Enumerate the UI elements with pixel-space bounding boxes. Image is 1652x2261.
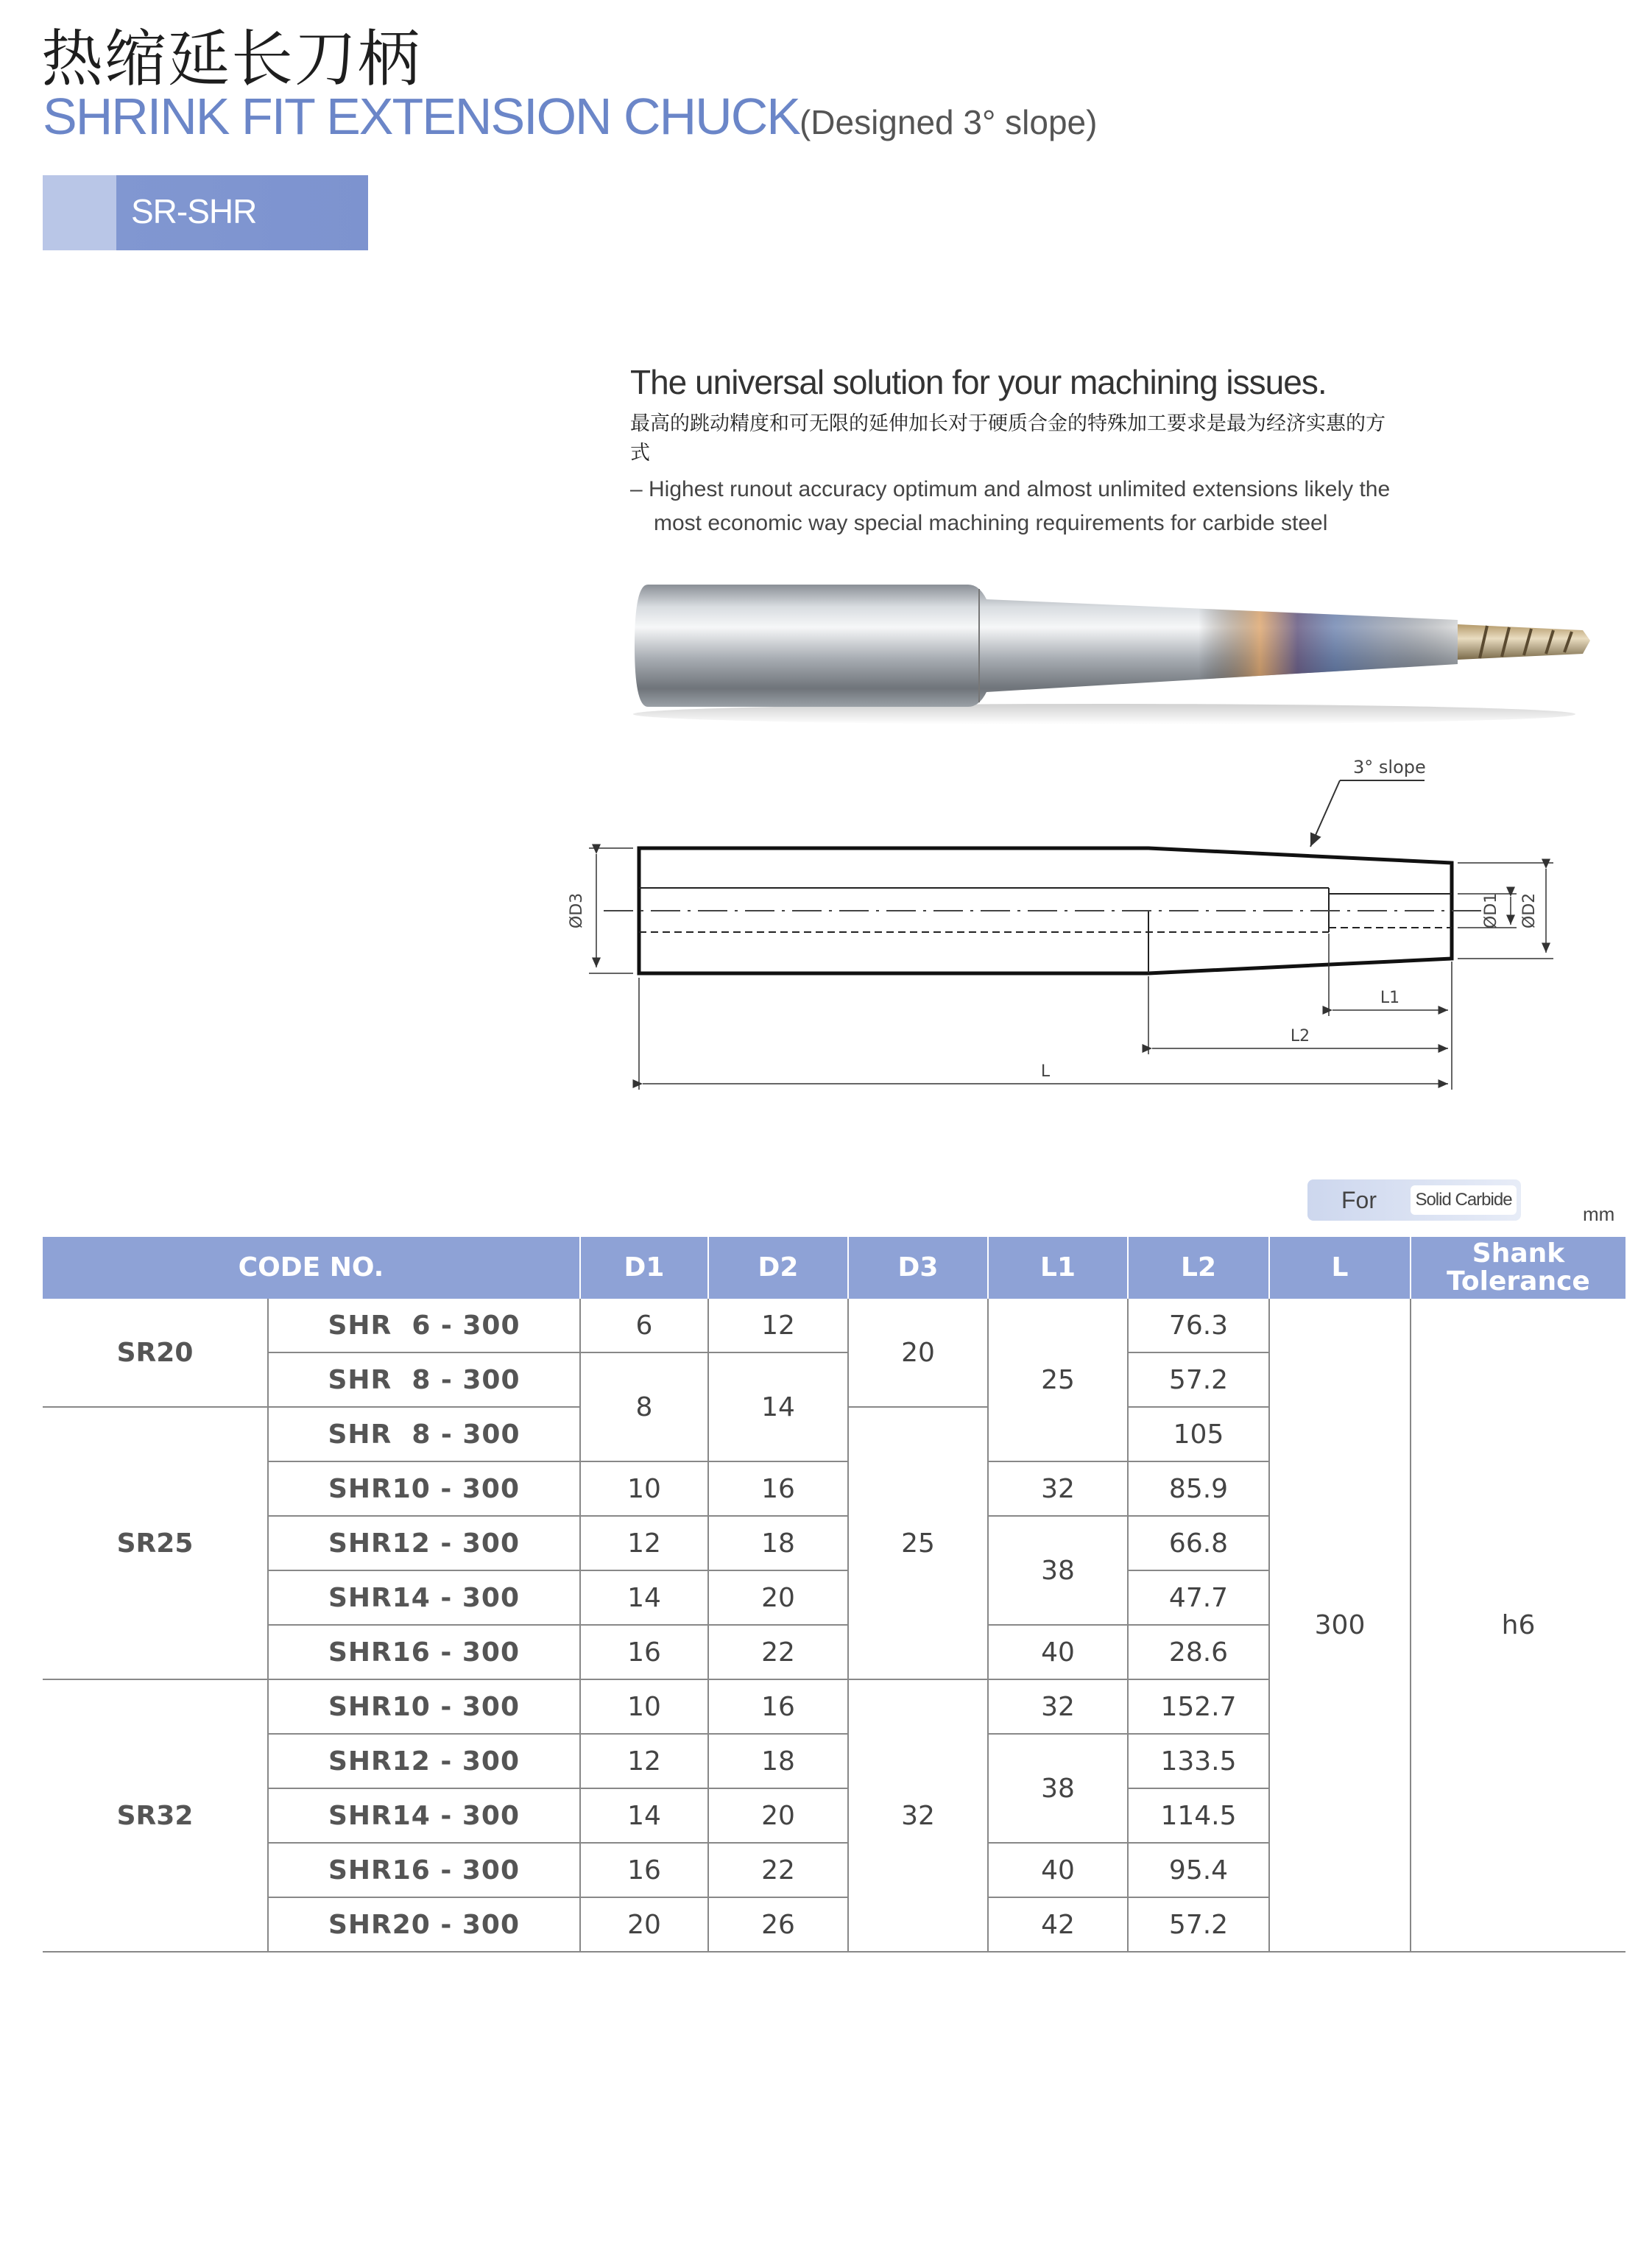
code-cell: SHR10 - 300 xyxy=(268,1679,580,1734)
l1-cell: 38 xyxy=(988,1734,1128,1843)
d1-cell: 8 xyxy=(580,1352,708,1461)
code-cell: SHR 8 - 300 xyxy=(268,1407,580,1461)
table-header-row xyxy=(43,1237,1625,1299)
d1-cell: 20 xyxy=(580,1897,708,1952)
d1-cell: 16 xyxy=(580,1625,708,1679)
d3-label: ØD3 xyxy=(568,892,586,929)
slope-label: 3° slope xyxy=(1353,757,1426,777)
intro-headline: The universal solution for your machining issues. xyxy=(630,363,1327,401)
d2-cell: 12 xyxy=(708,1299,848,1352)
d2-cell: 18 xyxy=(708,1516,848,1570)
intro-block xyxy=(630,362,1499,540)
d2-cell: 20 xyxy=(708,1570,848,1625)
l1-cell: 40 xyxy=(988,1625,1128,1679)
d3-cell-sr20: 20 xyxy=(848,1299,988,1407)
d1-cell: 14 xyxy=(580,1788,708,1843)
code-cell: SHR10 - 300 xyxy=(268,1461,580,1516)
d2-cell: 16 xyxy=(708,1679,848,1734)
l-label: L xyxy=(1040,1062,1051,1081)
d2-cell: 18 xyxy=(708,1734,848,1788)
intro-description-en xyxy=(630,473,1469,540)
material-chip: Solid Carbide xyxy=(1411,1185,1517,1215)
code-cell: SHR14 - 300 xyxy=(268,1788,580,1843)
l2-cell: 66.8 xyxy=(1128,1516,1269,1570)
tool-photo xyxy=(633,567,1642,729)
code-cell: SHR12 - 300 xyxy=(268,1734,580,1788)
tolerance-common-cell: h6 xyxy=(1411,1299,1625,1952)
code-cell: SHR 8 - 300 xyxy=(268,1352,580,1407)
header-d1: D1 xyxy=(580,1237,708,1299)
group-sr25: SR25 xyxy=(43,1407,268,1679)
for-label: For xyxy=(1341,1187,1377,1213)
l2-cell: 76.3 xyxy=(1128,1299,1269,1352)
series-tag xyxy=(43,175,368,250)
group-sr32: SR32 xyxy=(43,1679,268,1952)
d2-cell: 22 xyxy=(708,1625,848,1679)
header-shank-line2: Tolerance xyxy=(1447,1266,1590,1297)
l2-cell: 57.2 xyxy=(1128,1897,1269,1952)
d1-cell: 10 xyxy=(580,1679,708,1734)
l2-label: L2 xyxy=(1290,1027,1310,1045)
l-common-cell: 300 xyxy=(1269,1299,1411,1952)
header-code: CODE NO. xyxy=(43,1237,580,1299)
l2-cell: 85.9 xyxy=(1128,1461,1269,1516)
title-en-subtitle: (Designed 3° slope) xyxy=(799,103,1098,141)
page-title-cn: 热缩延长刀柄 xyxy=(41,23,422,95)
l2-cell: 28.6 xyxy=(1128,1625,1269,1679)
intro-description-en-line2: most economic way special machining requirements for carbide steel xyxy=(654,511,1328,535)
l2-cell: 133.5 xyxy=(1128,1734,1269,1788)
header-l: L xyxy=(1269,1237,1411,1299)
unit-label: mm xyxy=(1583,1203,1615,1225)
l2-cell: 47.7 xyxy=(1128,1570,1269,1625)
d2-cell: 16 xyxy=(708,1461,848,1516)
header-l2: L2 xyxy=(1128,1237,1269,1299)
l1-cell: 40 xyxy=(988,1843,1128,1897)
code-cell: SHR14 - 300 xyxy=(268,1570,580,1625)
slope-leader-arrow xyxy=(1310,780,1340,847)
l2-cell: 105 xyxy=(1128,1407,1269,1461)
header-d3: D3 xyxy=(848,1237,988,1299)
d2-label: ØD2 xyxy=(1520,892,1539,929)
d1-label: ØD1 xyxy=(1482,892,1500,929)
page-title-en xyxy=(43,87,1097,152)
code-cell: SHR20 - 300 xyxy=(268,1897,580,1952)
d3-cell-sr32: 32 xyxy=(848,1679,988,1952)
l1-cell: 38 xyxy=(988,1516,1128,1625)
l1-cell: 42 xyxy=(988,1897,1128,1952)
for-material-badge xyxy=(1307,1179,1521,1221)
header-d2: D2 xyxy=(708,1237,848,1299)
tool-shadow xyxy=(633,704,1575,724)
d1-cell: 10 xyxy=(580,1461,708,1516)
d3-cell-sr25: 25 xyxy=(848,1407,988,1679)
l2-cell: 95.4 xyxy=(1128,1843,1269,1897)
group-sr20: SR20 xyxy=(43,1299,268,1407)
intro-description-cn: 最高的跳动精度和可无限的延伸加长对于硬质合金的特殊加工要求是最为经济实惠的方式 xyxy=(630,412,1386,465)
code-cell: SHR12 - 300 xyxy=(268,1516,580,1570)
table-row xyxy=(43,1299,1625,1352)
l2-cell: 152.7 xyxy=(1128,1679,1269,1734)
l2-cell: 57.2 xyxy=(1128,1352,1269,1407)
l2-cell: 114.5 xyxy=(1128,1788,1269,1843)
l1-cell: 32 xyxy=(988,1679,1128,1734)
l1-cell: 32 xyxy=(988,1461,1128,1516)
technical-drawing xyxy=(560,744,1561,1097)
spec-table xyxy=(43,1237,1625,1953)
d1-cell: 14 xyxy=(580,1570,708,1625)
code-cell: SHR16 - 300 xyxy=(268,1625,580,1679)
d2-cell: 22 xyxy=(708,1843,848,1897)
d1-cell: 12 xyxy=(580,1734,708,1788)
heat-tint xyxy=(986,599,1458,692)
header-shank-line1: Shank xyxy=(1472,1238,1565,1269)
header-shank-tolerance xyxy=(1411,1237,1625,1299)
header-l1: L1 xyxy=(988,1237,1128,1299)
code-cell: SHR16 - 300 xyxy=(268,1843,580,1897)
code-cell: SHR 6 - 300 xyxy=(268,1299,580,1352)
d2-cell: 26 xyxy=(708,1897,848,1952)
series-tag-label: SR-SHR xyxy=(131,192,257,230)
d1-cell: 6 xyxy=(580,1299,708,1352)
l1-cell: 25 xyxy=(988,1299,1128,1461)
l1-label: L1 xyxy=(1380,989,1400,1007)
d2-cell: 20 xyxy=(708,1788,848,1843)
d1-cell: 12 xyxy=(580,1516,708,1570)
d2-cell: 14 xyxy=(708,1352,848,1461)
d1-cell: 16 xyxy=(580,1843,708,1897)
intro-description-en-line1: – Highest runout accuracy optimum and almost unlimited extensions likely the xyxy=(630,477,1391,501)
title-en-main: SHRINK FIT EXTENSION CHUCK xyxy=(43,88,799,145)
